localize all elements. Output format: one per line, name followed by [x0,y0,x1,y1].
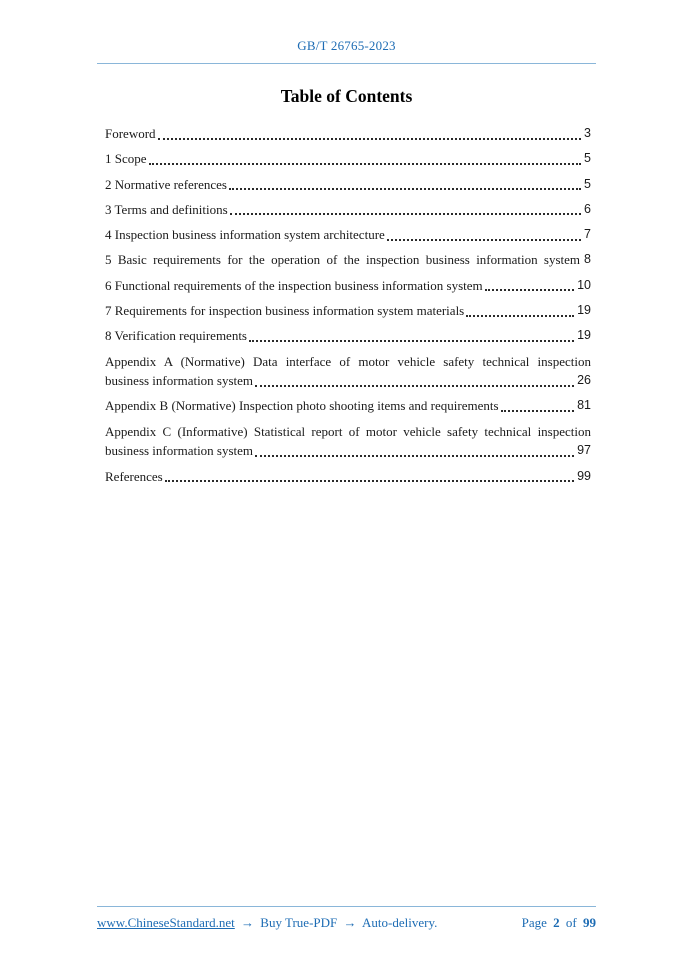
page-current: 2 [553,915,560,930]
toc-entry-label: 2 Normative references [105,176,227,192]
dot-leader [387,239,581,241]
header-rule [97,63,596,64]
footer-buy-label: Buy True-PDF [260,915,338,930]
toc-entry-appendix-c [105,422,591,461]
dot-leader [229,188,581,190]
toc-entry-page: 19 [577,328,591,343]
toc-entry-label-line2: business information system [105,443,254,459]
site-link[interactable]: www.ChineseStandard.net [97,915,235,930]
toc-entry-system-architecture [105,225,591,245]
toc-entry-materials-requirements [105,301,591,321]
toc-entry-label-line2: business information system [105,373,254,389]
dot-leader [158,138,582,140]
page-total: 99 [583,915,596,930]
toc-entry-appendix-b [105,396,591,416]
page-title: Table of Contents [280,86,413,106]
toc-entry-page: 10 [577,277,591,292]
arrow-icon: → [343,915,357,930]
standard-code: GB/T 26765-2023 [297,38,396,53]
dot-leader [255,385,574,387]
toc-entry-label: 8 Verification requirements [105,328,247,344]
footer-left [97,915,440,931]
toc-entry-page: 81 [577,398,591,413]
toc-entry-page: 5 [584,151,591,166]
footer-page-indicator [522,915,596,931]
page-footer [97,906,596,931]
dot-leader [149,163,582,165]
toc-entry-label: Foreword [105,126,156,141]
toc-entry-label: 1 Scope [105,151,147,167]
dot-leader [165,480,574,482]
toc-entry-label: 3 Terms and definitions [105,201,228,217]
toc-entry-page: 8 [584,252,591,267]
toc-entry-terms-definitions [105,200,591,220]
dot-leader [466,315,574,317]
toc-entry-label: 4 Inspection business information system architecture [105,227,385,243]
toc-entry-foreword [105,124,591,144]
toc-entry-label: Appendix B (Normative) Inspection photo shooting items and requirements [105,398,499,414]
toc-entry-page: 6 [584,201,591,216]
toc-entry-label: 5 Basic requirements for the operation of the inspection business information system [105,252,581,268]
toc-entry-label: 6 Functional requirements of the inspection business information system [105,277,483,293]
arrow-icon: → [241,915,255,930]
toc-entry-label: References [105,468,163,484]
page-header [97,0,596,54]
toc-entry-scope [105,149,591,169]
toc-entry-basic-requirements [105,250,591,270]
toc-entry-label: 7 Requirements for inspection business information system materials [105,303,465,319]
dot-leader [255,455,574,457]
toc-entry-normative-references [105,175,591,195]
dot-leader [230,213,581,215]
toc-entry-label-line1: Appendix A (Normative) Data interface of motor vehicle safety technical inspection [105,353,591,369]
dot-leader [501,410,575,412]
toc-entry-verification-requirements [105,326,591,346]
toc-entry-functional-requirements [105,276,591,296]
dot-leader [249,340,574,342]
toc-entry-references [105,467,591,487]
toc-entry-label-line1: Appendix C (Informative) Statistical report of motor vehicle safety technical inspection [105,423,591,439]
toc-entry-page: 19 [577,303,591,318]
of-label: of [565,915,577,930]
toc-entry-appendix-a [105,352,591,391]
page-label: Page [521,915,547,930]
toc-entry-page: 7 [584,227,591,242]
footer-delivery-label: Auto-delivery. [362,915,438,930]
toc-entry-page: 97 [577,443,591,458]
toc-entry-page: 99 [577,468,591,483]
toc-entry-page: 3 [584,126,591,140]
toc-list [97,124,596,486]
toc-entry-page: 26 [577,373,591,388]
toc-entry-page: 5 [584,176,591,191]
dot-leader [485,289,574,291]
